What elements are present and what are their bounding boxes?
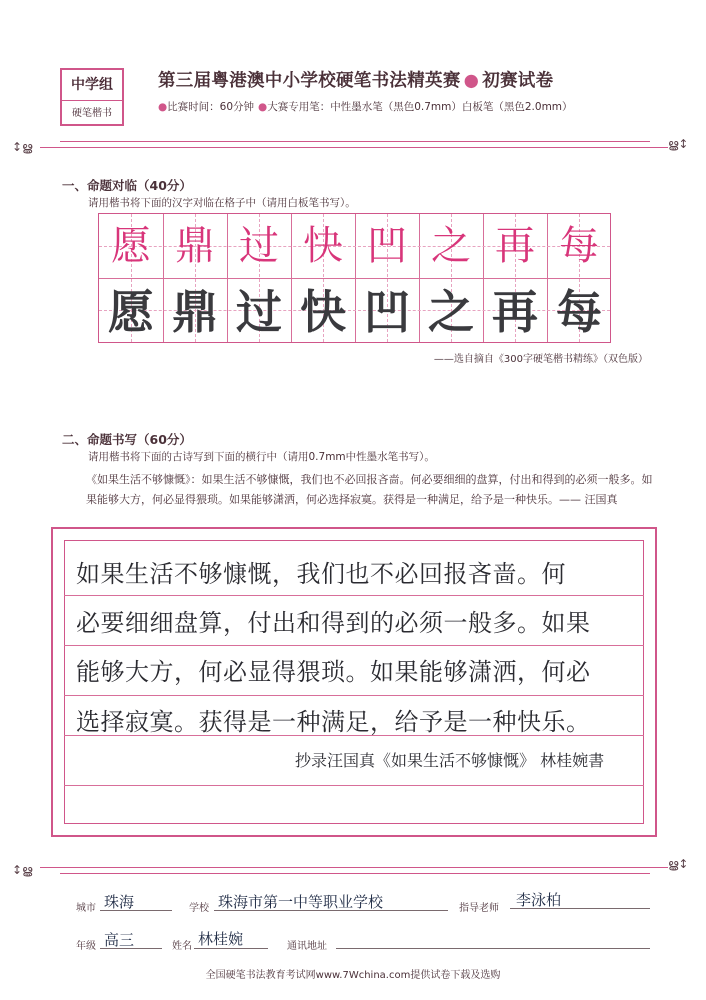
page-title — [158, 67, 553, 92]
writing-line — [64, 645, 644, 646]
model-char: 快 — [303, 223, 343, 269]
footer-divider — [60, 873, 650, 874]
name-underline — [194, 948, 268, 949]
time-info: 比赛时间：60分钟 — [167, 101, 255, 113]
header-divider — [40, 147, 668, 148]
school-field[interactable]: 珠海市第一中等职业学校 — [218, 893, 384, 911]
model-char: 鼎 — [175, 223, 215, 269]
school-underline — [214, 910, 448, 911]
signature: 抄录汪国真《如果生活不够慷慨》 林桂婉書 — [295, 751, 605, 770]
header-divider — [60, 141, 650, 142]
city-field[interactable]: 珠海 — [104, 893, 135, 911]
handwritten-line: 如果生活不够慷慨，我们也不必回报吝啬。何 — [76, 560, 566, 588]
writing-line — [64, 695, 644, 696]
name-label: 姓名 — [172, 941, 192, 952]
group-badge — [60, 68, 124, 126]
section1-instruction: 请用楷书将下面的汉字对临在格子中（请用白板笔书写）。 — [88, 197, 356, 209]
title-dot-icon: ● — [463, 71, 480, 91]
section2-instruction: 请用楷书将下面的古诗写到下面的横行中（请用0.7mm中性墨水笔书写）。 — [88, 451, 435, 463]
swirl-ornament-icon: ൠ↕ — [668, 857, 689, 871]
footer-divider — [40, 867, 668, 868]
handwritten-char: 过 — [236, 285, 282, 339]
swirl-ornament-icon: ↕ൠ — [12, 140, 33, 154]
section1-heading: 一、命题对临（40分） — [62, 178, 192, 193]
copy-grid — [98, 213, 611, 343]
badge-group: 中学组 — [62, 70, 122, 101]
address-label: 通讯地址 — [287, 941, 327, 952]
section2-heading: 二、命题书写（60分） — [62, 432, 192, 447]
badge-category: 硬笔楷书 — [72, 108, 112, 119]
pen-info: 大赛专用笔：中性墨水笔（黑色0.7mm）白板笔（黑色2.0mm） — [267, 101, 573, 113]
model-char: 愿 — [111, 223, 151, 269]
city-underline — [100, 910, 172, 911]
handwritten-char: 凹 — [364, 285, 410, 339]
handwritten-char: 之 — [428, 285, 474, 339]
handwritten-char: 每 — [556, 285, 602, 339]
address-underline — [336, 948, 650, 949]
handwritten-char: 快 — [300, 285, 346, 339]
bullet-icon: ● — [258, 101, 268, 113]
handwritten-char: 愿 — [108, 285, 154, 339]
exam-info — [158, 99, 573, 114]
handwritten-char: 鼎 — [172, 285, 218, 339]
model-char: 凹 — [367, 223, 407, 269]
writing-line — [64, 595, 644, 596]
swirl-ornament-icon: ↕ൠ — [12, 863, 33, 877]
school-label: 学校 — [189, 903, 209, 914]
source-note: ——选自摘自《300字硬笔楷书精练》（双色版） — [433, 354, 648, 365]
title-main: 第三届粤港澳中小学校硬笔书法精英赛 — [158, 71, 461, 91]
model-char: 过 — [239, 223, 279, 269]
model-char: 之 — [431, 223, 471, 269]
teacher-label: 指导老师 — [459, 903, 499, 914]
city-label: 城市 — [76, 903, 96, 914]
poem-passage: 《如果生活不够慷慨》：如果生活不够慷慨，我们也不必回报吝啬。何必要细细的盘算，付出和得到的必须一般多。如果能够大方，何必显得猥琐。如果能够潇洒，何必选择寂寞。获得是一种满足，给予是一种快乐。—— 汪国真 — [86, 473, 653, 506]
handwritten-char: 再 — [492, 285, 538, 339]
title-stage: 初赛试卷 — [482, 71, 554, 91]
model-char: 再 — [495, 223, 535, 269]
swirl-ornament-icon: ൠ↕ — [668, 137, 689, 151]
bullet-icon: ● — [158, 101, 168, 113]
teacher-field[interactable]: 李泳柏 — [516, 891, 562, 909]
writing-line — [64, 785, 644, 786]
handwritten-line: 选择寂寞。获得是一种满足，给予是一种快乐。 — [76, 708, 591, 736]
handwritten-line: 能够大方，何必显得猥琐。如果能够潇洒，何必 — [76, 658, 591, 686]
grade-underline — [100, 948, 162, 949]
grade-field[interactable]: 高三 — [104, 931, 135, 949]
model-char: 每 — [559, 223, 599, 269]
grade-label: 年级 — [76, 941, 96, 952]
handwritten-line: 必要细细盘算，付出和得到的必须一般多。如果 — [76, 609, 591, 637]
footer-text: 全国硬笔书法教育考试网www.7Wchina.com提供试卷下载及选购 — [205, 970, 501, 981]
name-field[interactable]: 林桂婉 — [198, 930, 244, 948]
teacher-underline — [510, 908, 650, 909]
